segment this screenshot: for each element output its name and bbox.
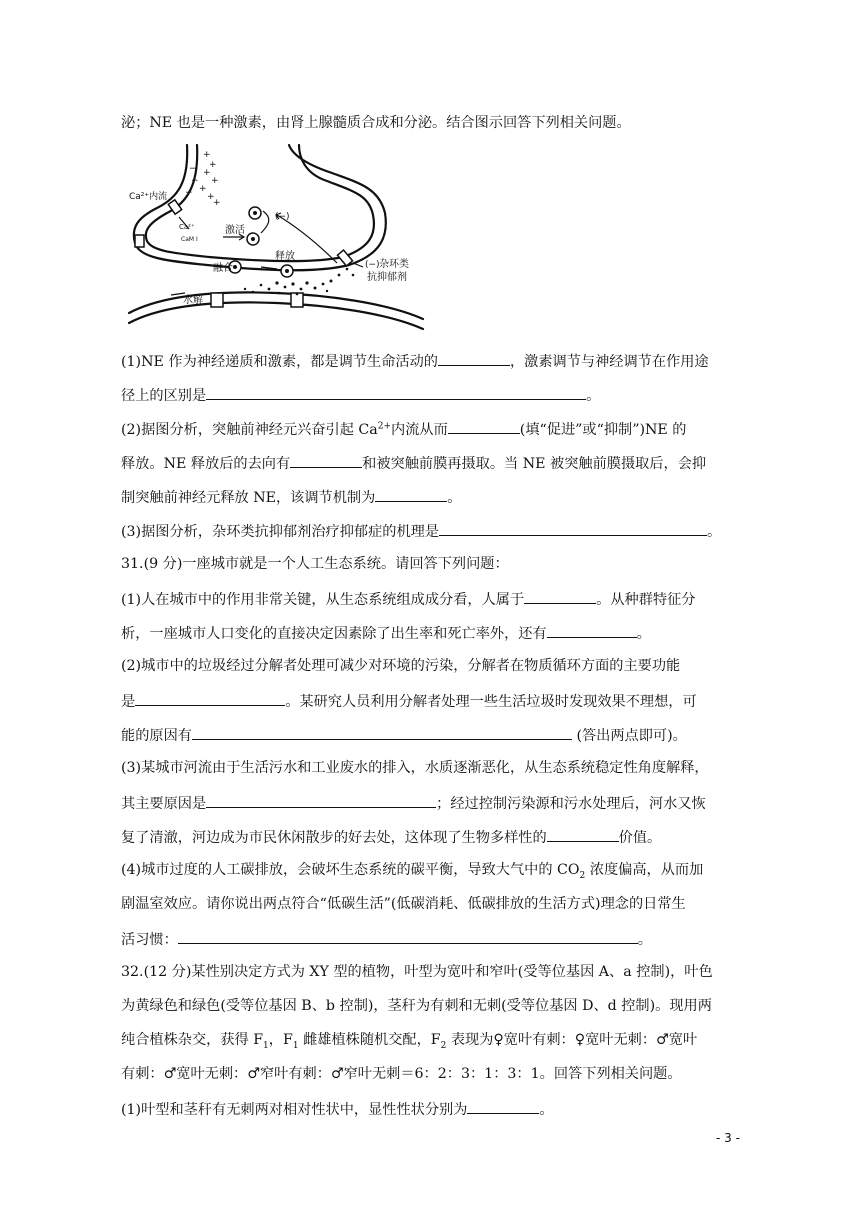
hydrolysis-label: 水解 [183,295,203,306]
q30-p2-line1: (2)据图分析，突触前神经元兴奋引起 $Ca^{2+}$内流从而 (填“促进”或“抑制”)NE 的 [121,418,686,440]
answer-blank[interactable] [178,928,638,944]
drug-label-2: 抗抑郁剂 [367,272,407,283]
svg-text:+: + [209,160,217,170]
intro-text: 泌；NE 也是一种激素，由肾上腺髓质合成和分泌。结合图示回答下列相关问题。 [121,115,631,131]
answer-blank[interactable] [448,418,520,434]
inhibit-label-1: (−) [275,212,290,222]
q31-p1-line2: 析，一座城市人口变化的直接决定因素除了出生率和死亡率外，还有 。 [121,622,651,644]
q32-line3: 纯合植株杂交，获得 $F_1$，$F_1$ 雌雄植株随机交配，$F_2$ 表现为♀宽叶有刺：♀宽叶无刺：♂宽叶 [121,1032,698,1051]
answer-blank[interactable] [439,520,707,536]
svg-text:+: + [203,150,211,160]
svg-text:−: − [191,176,199,186]
q31-p3-line3: 复了清澈，河边成为市民休闲散步的好去处，这体现了生物多样性的 价值。 [121,826,661,848]
answer-blank[interactable] [547,826,619,842]
inhibit-label-2: (−) [365,260,380,270]
q32-line1: 32.(12 分)某性别决定方式为 XY 型的植物，叶型为宽叶和窄叶(受等位基因 A、a 控制)，叶色 [121,964,713,980]
q31-p4-line3: 活习惯： 。 [121,928,652,950]
q30-p1-line2: 径上的区别是 。 [121,384,600,406]
q31-p4-line2: 剧温室效应。请你说出两点符合“低碳生活”(低碳消耗、低碳排放的生活方式)理念的日常生 [121,896,686,912]
svg-text:+: + [207,192,215,202]
q31-p4-line1: (4)城市过度的人工碳排放，会破坏生态系统的碳平衡，导致大气中的 $CO_2$ 浓度偏高，从而加 [121,862,704,881]
answer-blank[interactable] [438,350,510,366]
q30-p2-line2: 释放。NE 释放后的去向有 和被突触前膜再摄取。当 NE 被突触前膜摄取后，会抑 [121,452,706,474]
reuptake-transporter [337,250,352,266]
drug-label-1: 杂环类 [379,259,409,270]
camk-label: CaM I [181,236,198,243]
answer-blank[interactable] [547,622,637,638]
fuse-label: 融合 [213,263,233,274]
drug-arrow [353,263,363,267]
recycle-arrow [261,211,269,233]
svg-text:−: − [185,188,193,198]
q31-p1-line1: (1)人在城市中的作用非常关键，从生态系统组成成分看，人属于 。从种群特征分 [121,588,696,610]
svg-text:+: + [213,198,221,208]
synapse-diagram [127,143,425,340]
q31-p2-line2: 是 。某研究人员利用分解者处理一些生活垃圾时发现效果不理想，可 [121,690,697,712]
q30-p1-line1: (1)NE 作为神经递质和激素，都是调节生命活动的 ，激素调节与神经调节在作用途 [121,350,709,372]
answer-blank[interactable] [290,452,362,468]
answer-blank[interactable] [206,792,436,808]
q30-p3: (3)据图分析，杂环类抗抑郁剂治疗抑郁症的机理是 。 [121,520,721,542]
answer-blank[interactable] [375,486,447,502]
answer-blank[interactable] [135,690,285,706]
receptor-left [211,293,223,307]
q30-p2-line3: 制突触前神经元释放 NE，该调节机制为 。 [121,486,462,508]
answer-blank[interactable] [206,384,586,400]
q31-p2-line3: 能的原因有 (答出两点即可)。 [121,724,687,746]
channel-2 [135,235,144,247]
release-label: 释放 [275,251,295,262]
page-number: - 3 - [716,1131,740,1145]
activate-label: 激活 [225,225,245,236]
svg-text:−: − [189,164,197,174]
svg-text:+: + [203,168,211,178]
q31-p3-line1: (3)某城市河流由于生活污水和工业废水的排入，水质逐渐恶化，从生态系统稳定性角度解释， [121,760,709,776]
q31-p3-line2: 其主要原因是 ；经过控制污染源和污水处理后，河水又恢 [121,792,706,814]
ca-influx-label: Ca²⁺内流 [129,192,168,202]
q32-line4: 有刺：♂宽叶无刺：♂窄叶有刺：♂窄叶无刺＝6：2：3：1：3：1。回答下列相关问题。 [121,1066,682,1082]
charge-signs [185,150,221,208]
ca-label: Ca²⁺ [179,223,195,231]
presynaptic-membrane-inner [146,145,374,261]
svg-text:+: + [199,184,207,194]
answer-blank[interactable] [192,724,572,740]
q32-p1: (1)叶型和茎秆有无刺两对相对性状中，显性性状分别为 。 [121,1098,554,1120]
ne-particles [244,268,354,296]
answer-blank[interactable] [467,1098,539,1114]
q32-line2: 为黄绿色和绿色(受等位基因 B、b 控制)，茎秆为有刺和无刺(受等位基因 D、d 控制)。现用两 [121,998,712,1014]
q31-heading: 31.(9 分)一座城市就是一个人工生态系统。请回答下列问题： [121,556,509,572]
answer-blank[interactable] [524,588,596,604]
q31-p2-line1: (2)城市中的垃圾经过分解者处理可减少对环境的污染，分解者在物质循环方面的主要功能 [121,658,681,674]
svg-text:+: + [211,176,219,186]
